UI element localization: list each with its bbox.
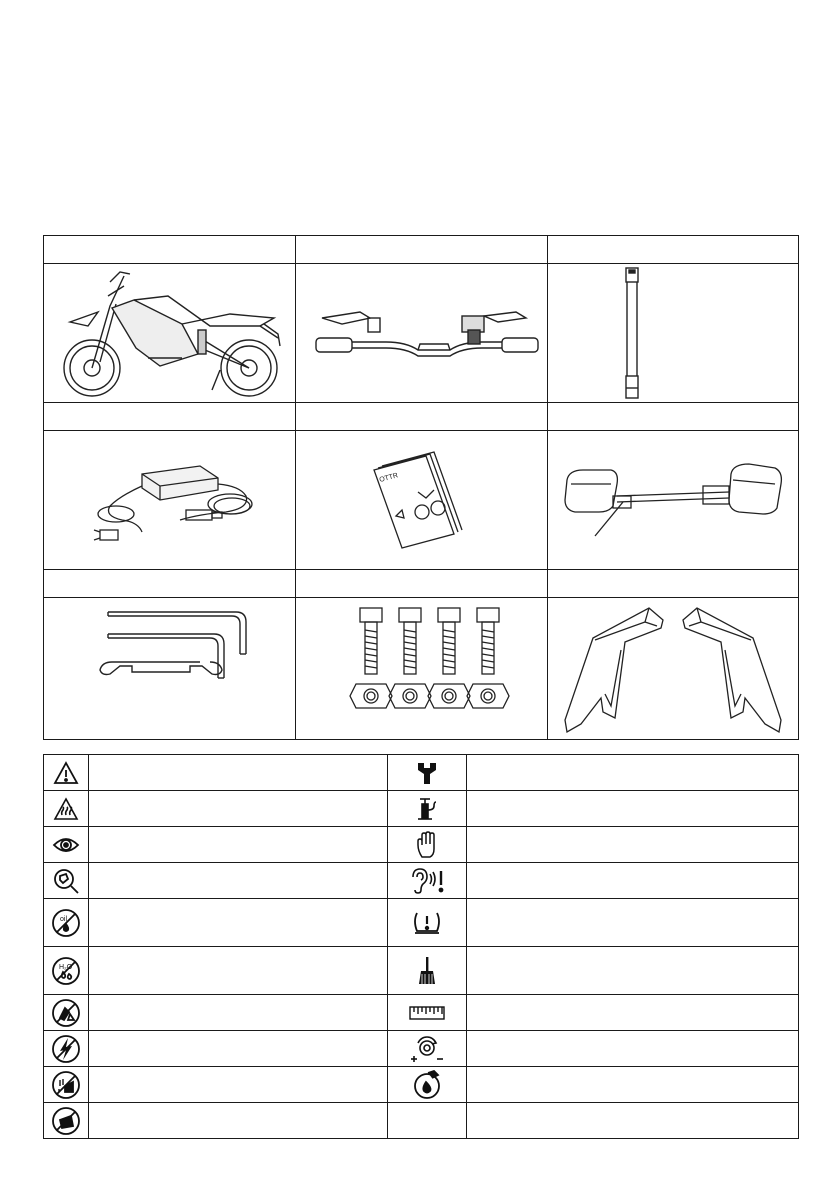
item-label [296, 236, 548, 264]
tool-set-illustration [50, 604, 290, 734]
bolts-cell [296, 598, 548, 740]
electric-motorbike-illustration [50, 266, 290, 400]
side-fairings-illustration [553, 602, 793, 736]
warning-triangle-icon [53, 760, 79, 786]
lubricate-icon [412, 1070, 442, 1100]
contents-picture-row [44, 598, 799, 740]
symbol-row [44, 791, 799, 827]
symbol-row [44, 863, 799, 899]
symbol-row [44, 1031, 799, 1067]
symbol-row [44, 827, 799, 863]
manual-cell [296, 431, 548, 570]
item-label [548, 570, 799, 598]
svg-text:oil: oil [60, 915, 68, 923]
eye-icon [52, 832, 80, 858]
symbol-description [467, 947, 799, 995]
symbol-description [89, 947, 388, 995]
symbol-description [467, 791, 799, 827]
symbol-description [467, 899, 799, 947]
charger-cell [44, 431, 296, 570]
user-manual-illustration [302, 450, 542, 550]
symbol-description [89, 755, 388, 791]
bolts-and-nuts-illustration [302, 604, 542, 734]
symbols-table [43, 754, 799, 1139]
symbol-row [44, 755, 799, 791]
symbol-row [44, 947, 799, 995]
symbol-description [467, 1067, 799, 1103]
contents-label-row [44, 236, 799, 264]
item-label [296, 570, 548, 598]
symbol-description [89, 791, 388, 827]
footrest-assembly-illustration [553, 450, 793, 550]
no-dismantle-icon [51, 998, 81, 1028]
symbol-row [44, 995, 799, 1031]
fairings-cell [548, 598, 799, 740]
symbol-description [89, 827, 388, 863]
item-label [296, 403, 548, 431]
tools-cell [44, 598, 296, 740]
symbol-description [89, 1031, 388, 1067]
symbol-row [44, 899, 799, 947]
symbol-row [44, 1067, 799, 1103]
item-label [44, 403, 296, 431]
air-pump-icon [414, 796, 440, 822]
contents-picture-row [44, 431, 799, 570]
symbol-description [89, 995, 388, 1031]
symbol-description [467, 827, 799, 863]
no-water-icon [51, 956, 81, 986]
charger-illustration [50, 450, 290, 550]
no-wet-icon [51, 1106, 81, 1136]
empty-symbol-cell [388, 1103, 467, 1139]
symbol-row [44, 1103, 799, 1139]
item-label [44, 236, 296, 264]
no-electricity-icon [51, 1034, 81, 1064]
svg-text:H₂O: H₂O [59, 963, 73, 971]
symbol-description [467, 1103, 799, 1139]
front-pole-illustration [553, 266, 793, 400]
hot-surface-icon [53, 796, 79, 822]
contents-picture-row [44, 264, 799, 403]
contents-label-row [44, 403, 799, 431]
tire-pressure-warning-icon [411, 909, 443, 937]
listen-ear-icon [409, 867, 445, 895]
footrest-cell [548, 431, 799, 570]
inspect-icon [52, 867, 80, 895]
symbol-description [467, 755, 799, 791]
item-label [548, 403, 799, 431]
symbol-description [467, 1031, 799, 1067]
handlebar-illustration [302, 298, 542, 368]
no-rain-icon [51, 1070, 81, 1100]
adjust-tension-icon [409, 1035, 445, 1063]
item-label [548, 236, 799, 264]
symbol-description [89, 899, 388, 947]
cleaning-brush-icon [414, 956, 440, 986]
symbol-description [89, 1067, 388, 1103]
hand-icon [414, 831, 440, 859]
package-contents-table [43, 235, 799, 740]
symbol-description [467, 863, 799, 899]
svg-text:OTTR: OTTR [378, 472, 399, 484]
contents-label-row [44, 570, 799, 598]
no-oil-icon [51, 908, 81, 938]
ruler-icon [409, 1005, 445, 1021]
wrench-icon [414, 760, 440, 786]
item-label [44, 570, 296, 598]
symbol-description [89, 1103, 388, 1139]
symbol-description [467, 995, 799, 1031]
front-pole-cell [548, 264, 799, 403]
motorbike-cell [44, 264, 296, 403]
symbol-description [89, 863, 388, 899]
handlebar-cell [296, 264, 548, 403]
